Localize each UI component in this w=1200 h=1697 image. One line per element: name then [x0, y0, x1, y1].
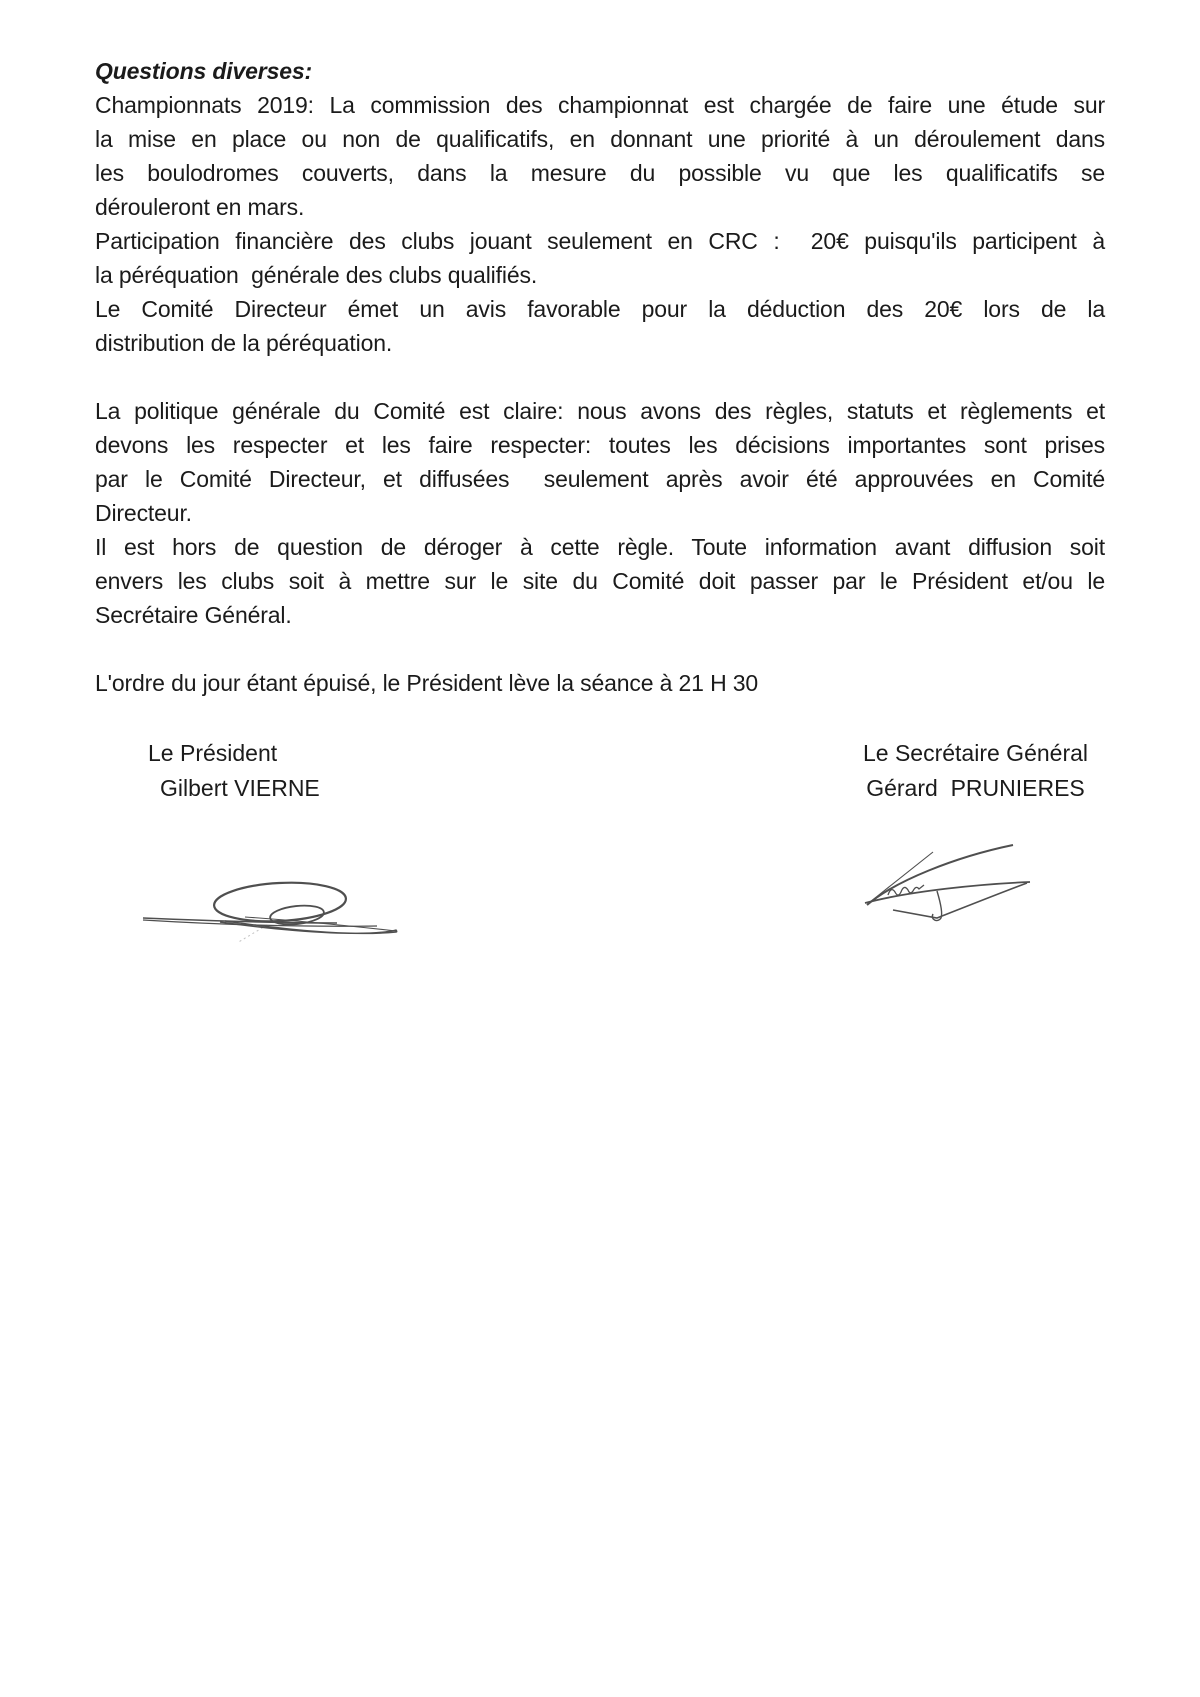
- text-line: distribution de la péréquation.: [95, 330, 393, 356]
- text-line: Directeur.: [95, 500, 192, 526]
- secretary-signature-block: [863, 736, 1088, 805]
- text-line: la mise en place ou non de qualificatifs, en donnant une priorité à un déroulement dans: [95, 126, 1105, 152]
- text-line: Il est hors de question de déroger à cette règle. Toute information avant diffusion soit: [95, 534, 1105, 560]
- text-line: Le Comité Directeur émet un avis favorable pour la déduction des 20€ lors de la: [95, 296, 1105, 322]
- paragraph: [95, 224, 1105, 292]
- paragraph: [95, 88, 1105, 224]
- text-line: Secrétaire Général.: [95, 602, 292, 628]
- paragraph: [95, 530, 1105, 632]
- text-line: envers les clubs soit à mettre sur le site du Comité doit passer par le Président et/ou le: [95, 568, 1105, 594]
- blank-line: [95, 632, 1105, 666]
- document-body: [95, 54, 1105, 700]
- text-line: les boulodromes couverts, dans la mesure du possible vu que les qualificatifs se: [95, 160, 1105, 186]
- text-line: dérouleront en mars.: [95, 194, 305, 220]
- text-line: la péréquation générale des clubs qualifiés.: [95, 262, 538, 288]
- text-line: Championnats 2019: La commission des championnat est chargée de faire une étude sur: [95, 92, 1105, 118]
- paragraph: [95, 292, 1105, 360]
- secretary-name: Gérard PRUNIERES: [866, 775, 1085, 801]
- president-name: Gilbert VIERNE: [160, 775, 320, 801]
- section-heading: Questions diverses:: [95, 58, 313, 84]
- text-line: par le Comité Directeur, et diffusées seulement après avoir été approuvées en Comité: [95, 466, 1105, 492]
- paragraph: [95, 394, 1105, 530]
- secretary-title: Le Secrétaire Général: [862, 740, 1088, 766]
- text-line: L'ordre du jour étant épuisé, le Président lève la séance à 21 H 30: [95, 670, 759, 696]
- paragraph: [95, 666, 1105, 700]
- text-line: devons les respecter et les faire respecter: toutes les décisions importantes sont prises: [95, 432, 1105, 458]
- secretary-signature: [850, 835, 1045, 935]
- president-title: Le Président: [148, 740, 278, 766]
- text-line: Participation financière des clubs jouant seulement en CRC : 20€ puisqu'ils participent à: [95, 228, 1105, 254]
- blank-line: [95, 360, 1105, 394]
- text-line: La politique générale du Comité est claire: nous avons des règles, statuts et règlements et: [95, 398, 1105, 424]
- signature-block: [95, 736, 1105, 805]
- president-signature-block: [148, 736, 320, 805]
- president-signature: [125, 855, 525, 965]
